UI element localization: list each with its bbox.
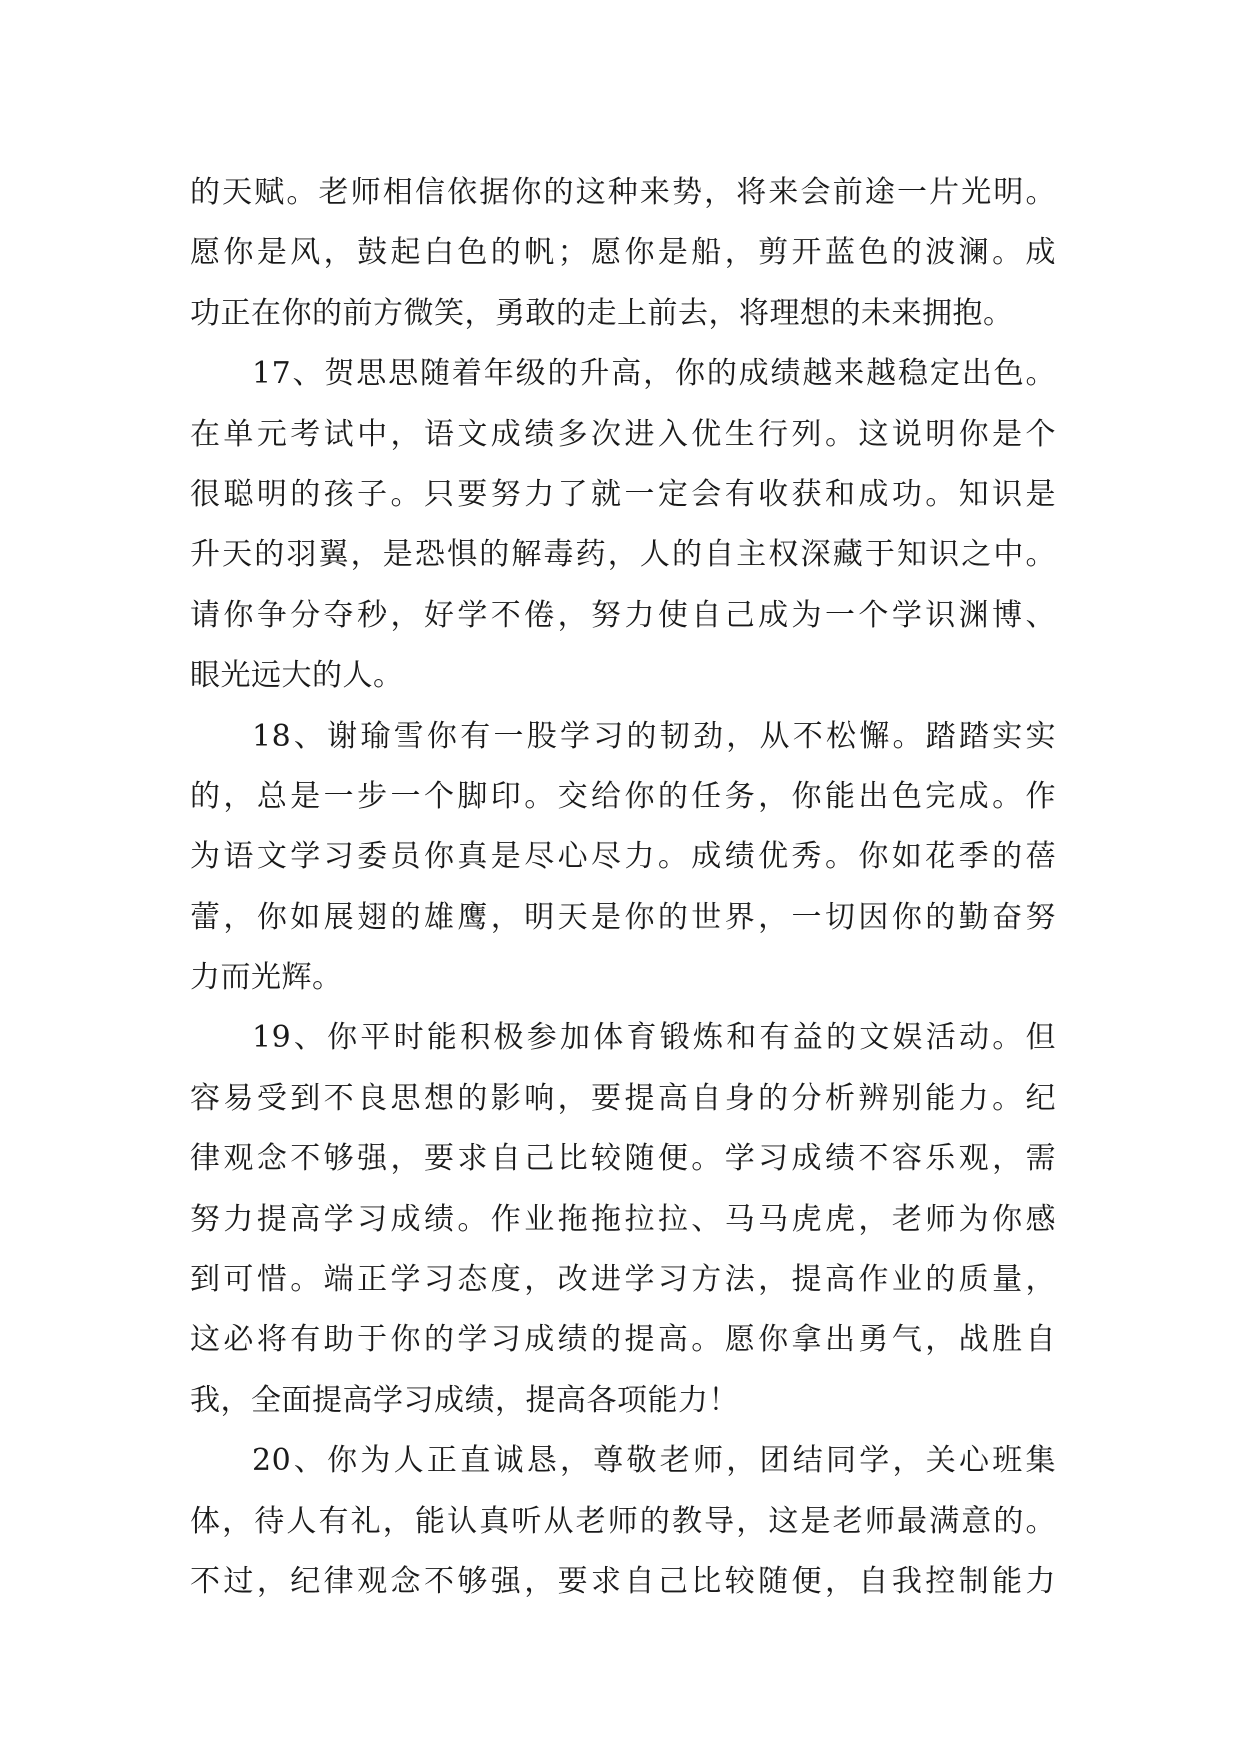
text-line: 容易受到不良思想的影响，要提高自身的分析辨别能力。纪 (190, 1080, 1056, 1116)
text-line: 功正在你的前方微笑，勇敢的走上前去，将理想的未来拥抱。 (190, 295, 1014, 331)
text-line: 努力提高学习成绩。作业拖拖拉拉、马马虎虎，老师为你感 (190, 1201, 1056, 1237)
text-line: 18、谢瑜雪你有一股学习的韧劲，从不松懈。踏踏实实 (252, 718, 1056, 754)
text-line: 在单元考试中，语文成绩多次进入优生行列。这说明你是个 (190, 416, 1056, 452)
text-line: 到可惜。端正学习态度，改进学习方法，提高作业的质量， (190, 1262, 1056, 1298)
text-line: 很聪明的孩子。只要努力了就一定会有收获和成功。知识是 (190, 476, 1056, 512)
text-line: 律观念不够强，要求自己比较随便。学习成绩不容乐观，需 (190, 1141, 1056, 1177)
text-line: 这必将有助于你的学习成绩的提高。愿你拿出勇气，战胜自 (190, 1322, 1056, 1358)
text-line: 17、贺思思随着年级的升高，你的成绩越来越稳定出色。 (252, 356, 1056, 392)
text-line: 蕾，你如展翅的雄鹰，明天是你的世界，一切因你的勤奋努 (190, 899, 1056, 935)
text-line: 体，待人有礼，能认真听从老师的教导，这是老师最满意的。 (190, 1503, 1056, 1539)
text-line: 升天的羽翼，是恐惧的解毒药，人的自主权深藏于知识之中。 (190, 537, 1056, 573)
document-body (190, 163, 1056, 1612)
text-line: 眼光远大的人。 (190, 658, 404, 694)
text-line: 19、你平时能积极参加体育锻炼和有益的文娱活动。但 (252, 1020, 1056, 1056)
text-line: 不过，纪律观念不够强，要求自己比较随便，自我控制能力 (190, 1563, 1056, 1599)
text-line: 我，全面提高学习成绩，提高各项能力！ (190, 1382, 739, 1418)
text-line: 力而光辉。 (190, 960, 343, 996)
text-line: 20、你为人正直诚恳，尊敬老师，团结同学，关心班集 (252, 1443, 1056, 1479)
text-line: 愿你是风，鼓起白色的帆；愿你是船，剪开蓝色的波澜。成 (190, 235, 1056, 271)
text-line: 为语文学习委员你真是尽心尽力。成绩优秀。你如花季的蓓 (190, 839, 1056, 875)
text-line: 的天赋。老师相信依据你的这种来势，将来会前途一片光明。 (190, 175, 1056, 210)
text-line: 请你争分夺秒，好学不倦，努力使自己成为一个学识渊博、 (190, 597, 1056, 633)
text-line: 的，总是一步一个脚印。交给你的任务，你能出色完成。作 (190, 778, 1056, 814)
